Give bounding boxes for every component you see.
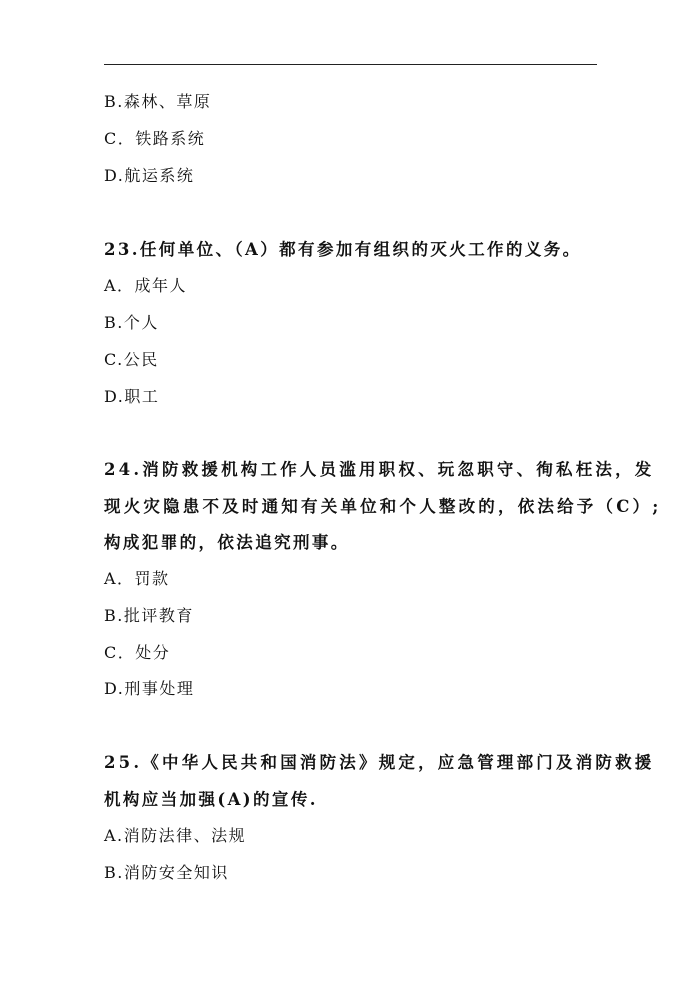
option-23-d: D.职工: [104, 387, 160, 406]
question-25-line-1: 25.《中华人民共和国消防法》规定，应急管理部门及消防救援: [104, 753, 655, 772]
option-23-a: A．成年人: [104, 276, 188, 295]
option-23-b: B.个人: [104, 313, 159, 332]
option-22-b: B.森林、草原: [104, 92, 212, 111]
option-24-a: A．罚款: [104, 569, 170, 588]
question-24-line-2: 现火灾隐患不及时通知有关单位和个人整改的，依法给予（C）;: [104, 497, 662, 516]
option-24-d: D.刑事处理: [104, 679, 195, 698]
question-24-line-1: 24.消防救援机构工作人员滥用职权、玩忽职守、徇私枉法，发: [104, 460, 655, 479]
question-24-line-3: 构成犯罪的，依法追究刑事。: [104, 533, 350, 552]
option-22-d: D.航运系统: [104, 166, 195, 185]
option-25-b: B.消防安全知识: [104, 863, 229, 882]
question-23: 23.任何单位、（A）都有参加有组织的灭火工作的义务。: [104, 240, 582, 259]
option-24-b: B.批评教育: [104, 606, 194, 625]
header-rule: [104, 64, 597, 65]
option-22-c: C．铁路系统: [104, 129, 206, 148]
option-23-c: C.公民: [104, 350, 159, 369]
question-25-line-2: 机构应当加强(A)的宣传.: [104, 790, 318, 809]
option-24-c: C．处分: [104, 643, 171, 662]
option-25-a: A.消防法律、法规: [104, 826, 247, 845]
